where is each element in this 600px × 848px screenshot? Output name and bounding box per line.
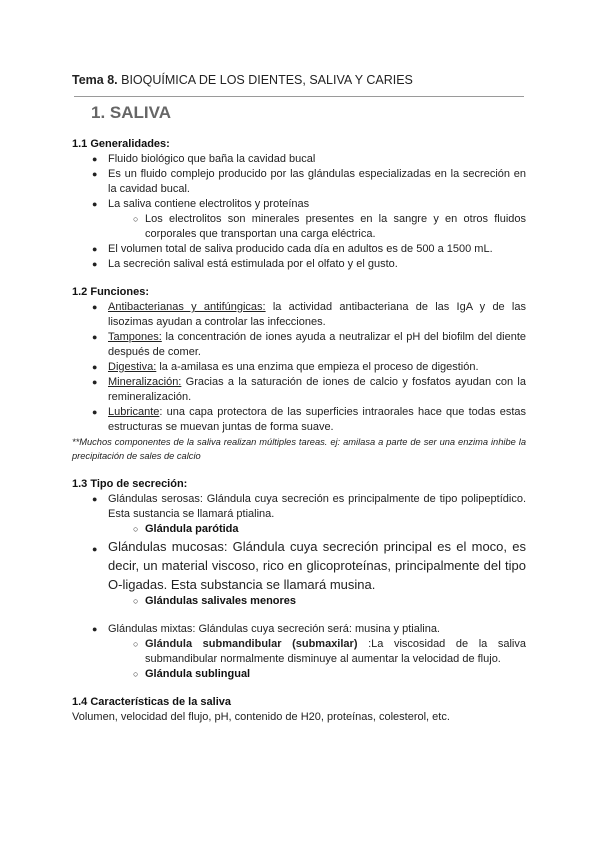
item-text: Es un fluido complejo producido por las glándulas especializadas en la secreción en la cavidad bucal. (108, 168, 526, 195)
item-text: Glándulas mucosas: Glándula cuya secreción principal es el moco, es decir, un material viscoso, rico en glicoproteínas, principalmente del tipo O-ligadas. Esta substancia se llamará musina. (108, 539, 526, 592)
list-item (72, 492, 526, 522)
s2-title: 1.2 Funciones: (72, 286, 150, 298)
item-text: Glándulas serosas: Glándula cuya secreción es principalmente de tipo polipeptídico. Esta sustancia se llamará ptialina. (108, 493, 526, 520)
definition: : una capa protectora de las superficies intraorales hace que todas estas estructuras se muevan juntas de forma suave. (108, 406, 526, 433)
item-text: Glándulas salivales menores (145, 595, 297, 607)
term: Glándula submandibular (submaxilar) (145, 638, 358, 650)
definition: la actividad antibacteriana de las IgA y de las lisozimas ayudan a controlar las infecciones. (108, 301, 526, 328)
list-item (72, 622, 526, 637)
definition: la concentración de iones ayuda a neutralizar el pH del biofilm del diente después de comer. (108, 331, 526, 358)
bullet-icon: ● (92, 154, 98, 164)
s4-title: 1.4 Características de la saliva (72, 696, 231, 708)
item-text: La secreción salival está estimulada por el olfato y el gusto. (108, 258, 398, 270)
circle-bullet-icon: ○ (133, 669, 139, 679)
list-item (72, 197, 526, 212)
item-text: Glándula sublingual (145, 668, 251, 680)
bullet-icon: ● (92, 302, 98, 312)
item-text: Glándula parótida (145, 523, 239, 535)
term: Digestiva: (108, 361, 157, 373)
list-item (72, 242, 526, 257)
list-item (72, 405, 526, 435)
spacer (72, 609, 526, 622)
bullet-icon: ● (92, 377, 98, 387)
list-item (72, 375, 526, 405)
list-item (72, 257, 526, 272)
circle-bullet-icon: ○ (133, 639, 139, 649)
list-item (72, 667, 526, 682)
list-item (72, 594, 526, 609)
list-item (72, 360, 526, 375)
header-prefix: Tema 8. (72, 73, 118, 87)
term: Antibacterianas y antifúngicas: (108, 301, 266, 313)
bullet-icon: ● (92, 362, 98, 372)
circle-bullet-icon: ○ (133, 596, 139, 606)
bullet-icon: ● (92, 544, 98, 554)
item-text: La saliva contiene electrolitos y proteínas (108, 198, 310, 210)
paragraph: Volumen, velocidad del flujo, pH, contenido de H20, proteínas, colesterol, etc. (72, 711, 450, 723)
divider (74, 96, 524, 97)
list-item (72, 330, 526, 360)
bullet-icon: ● (92, 244, 98, 254)
list-item (72, 300, 526, 330)
list-item (72, 212, 526, 242)
term: Tampones: (108, 331, 162, 343)
circle-bullet-icon: ○ (133, 524, 139, 534)
term: Mineralización: (108, 376, 182, 388)
list-item (72, 167, 526, 197)
note: **Muchos componentes de la saliva realizan múltiples tareas. ej: amilasa a parte de ser una enzima inhibe la precipitación de sales de calcio (72, 437, 526, 461)
item-text: Los electrolitos son minerales presentes en la sangre y en otros fluidos corporales que transportan una carga eléctrica. (145, 213, 526, 240)
term: Lubricante (108, 406, 160, 418)
bullet-icon: ● (92, 332, 98, 342)
list-item (72, 537, 526, 594)
bullet-icon: ● (92, 624, 98, 634)
bullet-icon: ● (92, 259, 98, 269)
header-title: BIOQUÍMICA DE LOS DIENTES, SALIVA Y CARIES (121, 73, 413, 87)
list-item (72, 637, 526, 667)
item-text: Glándulas mixtas: Glándulas cuya secreción será: musina y ptialina. (108, 623, 440, 635)
bullet-icon: ● (92, 169, 98, 179)
bullet-icon: ● (92, 494, 98, 504)
item-text: El volumen total de saliva producido cada día en adultos es de 500 a 1500 mL. (108, 243, 493, 255)
document-header (72, 72, 526, 88)
bullet-icon: ● (92, 407, 98, 417)
definition: la a-amilasa es una enzima que empieza el proceso de digestión. (156, 361, 479, 373)
item-text: Fluido biológico que baña la cavidad bucal (108, 153, 316, 165)
circle-bullet-icon: ○ (133, 214, 139, 224)
s3-title: 1.3 Tipo de secreción: (72, 478, 188, 490)
list-item (72, 522, 526, 537)
s1-title: 1.1 Generalidades: (72, 138, 170, 150)
definition: :La viscosidad de la saliva submandibular normalmente disminuye al aumentar la velocidad de flujo. (145, 638, 526, 665)
section-heading: 1. SALIVA (91, 103, 171, 122)
list-item (72, 152, 526, 167)
bullet-icon: ● (92, 199, 98, 209)
definition: Gracias a la saturación de iones de calcio y fosfatos ayudan con la remineralización. (108, 376, 526, 403)
